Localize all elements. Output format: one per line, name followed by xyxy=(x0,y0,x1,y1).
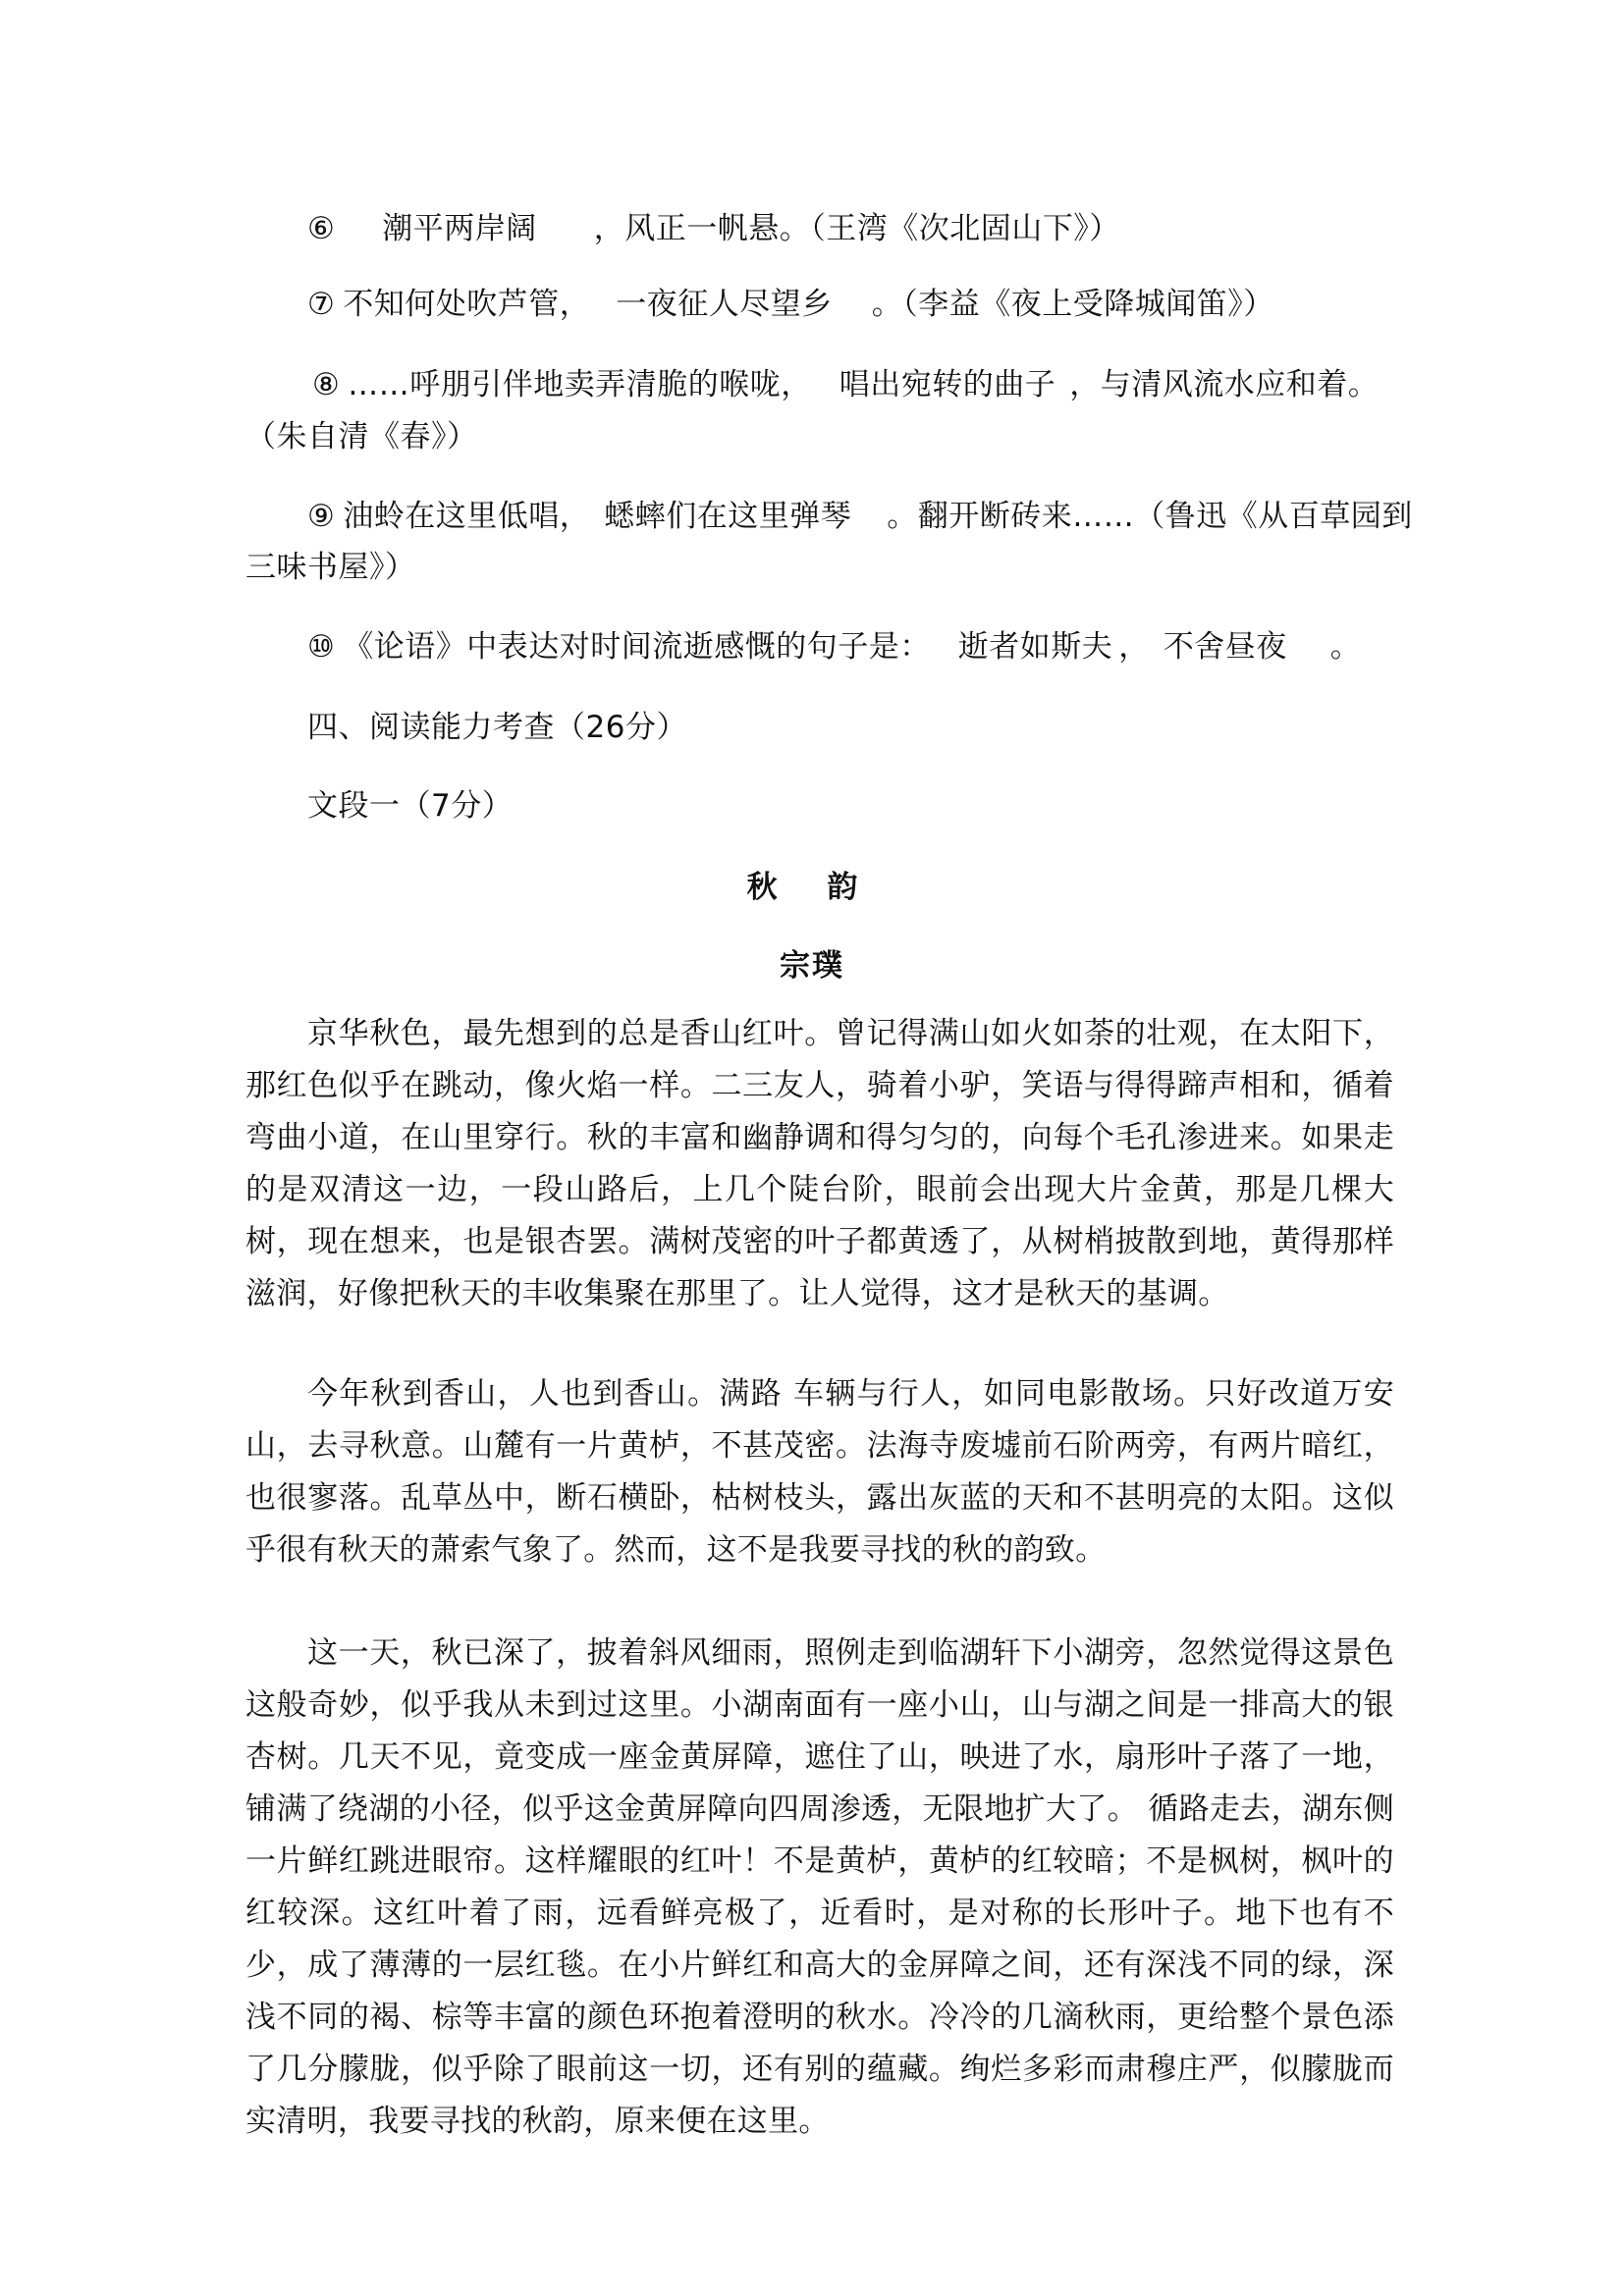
item-text: 《论语》中表达对时间流逝感慨的句子是： xyxy=(343,629,931,665)
answer-text: 蟋蟀们在这里弹琴 xyxy=(604,499,852,534)
passage-heading: 文段一（7分） xyxy=(307,788,514,824)
section-heading: 四、阅读能力考查（26分） xyxy=(307,710,687,745)
item-number: ⑦ xyxy=(307,287,336,322)
article-paragraph-2: 今年秋到香山，人也到香山。满路 车辆与行人，如同电影散场。只好改道万安山，去寻秋意。山麓有一片黄栌，不甚茂密。法海寺废墟前石阶两旁，有两片暗红，也很寥落。乱草丛中，断石横卧，枯树枝头，露出灰蓝的天和不甚明亮的太阳。这似乎很有秋天的萧索气象了。然而，这不是我要寻找的秋的韵致。 xyxy=(245,1376,1394,1568)
item-7 xyxy=(307,286,1274,323)
answer-text: 不舍昼夜 xyxy=(1163,629,1287,665)
item-text: ，与清风流水应和着。 xyxy=(1069,367,1380,402)
answer-text: 潮平两岸阔 xyxy=(382,211,537,246)
item-9-source xyxy=(245,549,416,586)
source-citation: 三味书屋》） xyxy=(245,550,416,585)
answer-text: 不知何处吹芦管， xyxy=(343,287,591,322)
item-number: ⑧ xyxy=(312,367,341,402)
item-8-source xyxy=(245,418,478,455)
item-text: 。（李益《夜上受降城闻笛》） xyxy=(871,287,1274,322)
source-citation: （朱自清《春》） xyxy=(245,419,478,454)
item-6 xyxy=(307,210,1120,247)
item-9 xyxy=(307,498,1413,535)
item-text: 。翻开断砖来……（鲁迅《从百草园到 xyxy=(887,499,1413,534)
item-10 xyxy=(307,628,1361,666)
answer-text: 一夜征人尽望乡 xyxy=(616,287,833,322)
item-text: 。 xyxy=(1329,629,1362,665)
article-title: 秋 韵 xyxy=(746,870,878,905)
item-text: ， xyxy=(1118,629,1150,665)
article-paragraph-3: 这一天，秋已深了，披着斜风细雨，照例走到临湖轩下小湖旁，忽然觉得这景色这般奇妙，似乎我从未到过这里。小湖南面有一座小山，山与湖之间是一排高大的银杏树。几天不见，竟变成一座金黄屏障，遮住了山，映进了水，扇形叶子落了一地，铺满了绕湖的小径，似乎这金黄屏障向四周渗透，无限地扩大了。 循路走去，湖东侧一片鲜红跳进眼帘。这样耀眼的红叶！不是黄栌，黄栌的红较暗；不是枫树，枫叶的红较深。这红叶着了雨，远看鲜亮极了，近看时，是对称的长形叶子。地下也有不少，成了薄薄的一层红毯。在小片鲜红和高大的金屏障之间，还有深浅不同的绿，深浅不同的褐、棕等丰富的颜色环抱着澄明的秋水。冷冷的几滴秋雨，更给整个景色添了几分朦胧，似乎除了眼前这一切，还有别的蕴藏。绚烂多彩而肃穆庄严，似朦胧而实清明，我要寻找的秋韵，原来便在这里。 xyxy=(245,1635,1394,2139)
item-number: ⑩ xyxy=(307,629,336,665)
item-number: ⑨ xyxy=(307,499,336,534)
article-author: 宗璞 xyxy=(780,948,844,984)
item-text: ……呼朋引伴地卖弄清脆的喉咙， xyxy=(348,367,812,402)
answer-text: 逝者如斯夫 xyxy=(957,629,1113,665)
answer-text: 唱出宛转的曲子 xyxy=(839,367,1056,402)
item-text: ，风正一帆悬。（王湾《次北固山下》） xyxy=(593,211,1120,246)
article-paragraph-1: 京华秋色，最先想到的总是香山红叶。曾记得满山如火如荼的壮观，在太阳下，那红色似乎在跳动，像火焰一样。二三友人，骑着小驴，笑语与得得蹄声相和，循着弯曲小道，在山里穿行。秋的丰富和幽静调和得匀匀的，向每个毛孔渗进来。如果走的是双清这一边，一段山路后，上几个陡台阶，眼前会出现大片金黄，那是几棵大树，现在想来，也是银杏罢。满树茂密的叶子都黄透了，从树梢披散到地，黄得那样滋润，好像把秋天的丰收集聚在那里了。让人觉得，这才是秋天的基调。 xyxy=(245,1016,1394,1311)
answer-text: 油蛉在这里低唱， xyxy=(343,499,591,534)
item-number: ⑥ xyxy=(307,211,336,246)
item-8 xyxy=(312,366,1379,403)
